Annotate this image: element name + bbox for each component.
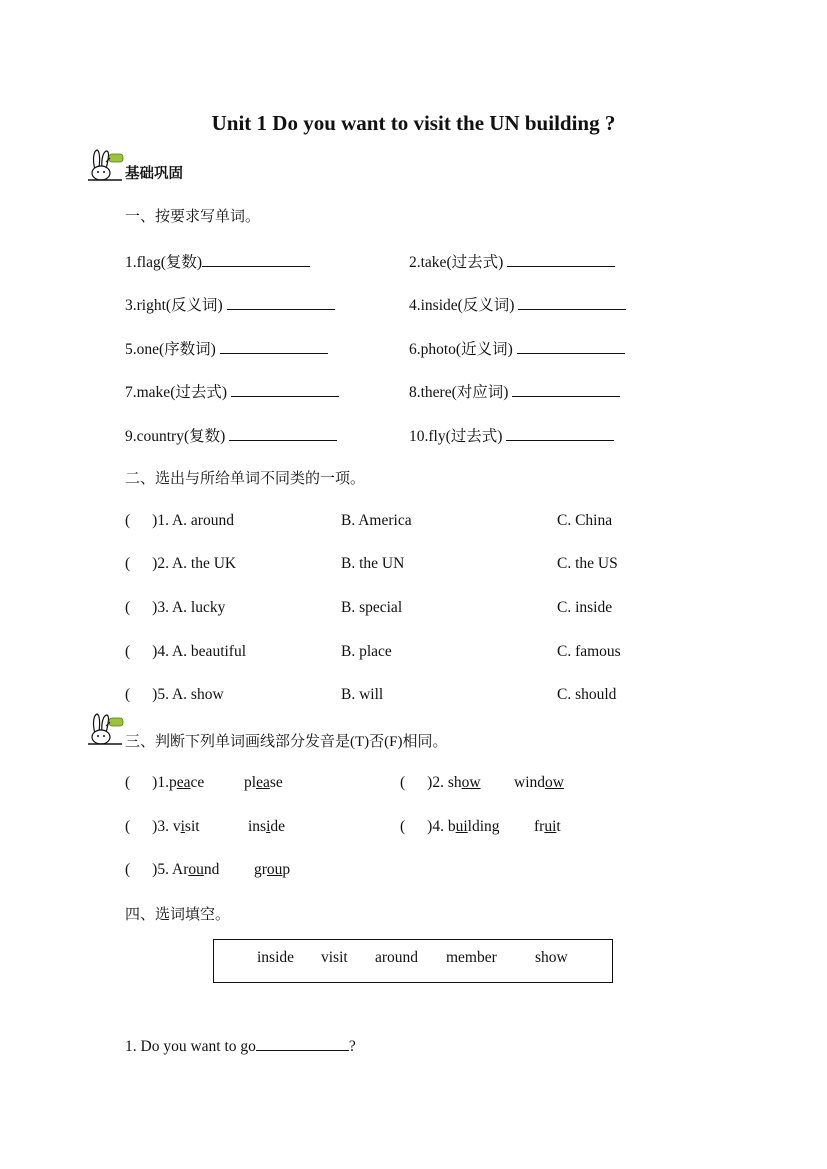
part2-row-1-paren: ( )1. A. around — [125, 512, 234, 529]
part3-q1-word2: please — [244, 774, 283, 791]
part2-row-3-paren: ( )3. A. lucky — [125, 599, 226, 616]
part1-item-7: 7.make(过去式) — [125, 380, 339, 402]
part1-heading: 一、按要求写单词。 — [125, 209, 261, 225]
part3-q5: ( )5. Around — [125, 861, 220, 878]
part1-item-6: 6.photo(近义词) — [409, 337, 625, 359]
word-bank-box — [213, 939, 613, 983]
word-bank-item: inside — [257, 949, 295, 966]
part2-row-5-c: C. should — [557, 686, 617, 703]
part3-q3-word2: inside — [248, 818, 286, 835]
part1-item-2: 2.take(过去式) — [409, 250, 615, 272]
part2-row-5-paren: ( )5. A. show — [125, 686, 224, 703]
word-bank-item: around — [375, 949, 419, 966]
part2-row-5-b: B. will — [341, 686, 384, 703]
part3-q2: ( )2. show — [400, 774, 481, 791]
part1-item-8: 8.there(对应词) — [409, 380, 620, 402]
part3-q5-word2: group — [254, 861, 291, 878]
part3-heading: 三、判断下列单词画线部分发音是(T)否(F)相同。 — [125, 734, 448, 750]
word-bank-item: member — [446, 949, 497, 966]
part3-q2-word2: window — [514, 774, 564, 791]
part2-row-1-b: B. America — [341, 512, 412, 529]
word-bank-item: visit — [321, 949, 348, 966]
bunny-icon — [86, 712, 126, 746]
part1-item-5: 5.one(序数词) — [125, 337, 328, 359]
part3-q4: ( )4. building — [400, 818, 500, 835]
part3-q3: ( )3. visit — [125, 818, 200, 835]
part2-row-4-paren: ( )4. A. beautiful — [125, 643, 247, 660]
part1-item-9: 9.country(复数) — [125, 424, 337, 446]
part1-item-4: 4.inside(反义词) — [409, 293, 626, 315]
part2-row-2-b: B. the UN — [341, 555, 405, 572]
part1-item-10: 10.fly(过去式) — [409, 424, 614, 446]
part2-row-2-paren: ( )2. A. the UK — [125, 555, 237, 572]
part2-row-3-c: C. inside — [557, 599, 613, 616]
part3-q4-word2: fruit — [534, 818, 561, 835]
section-basic-title: 基础巩固 — [125, 166, 183, 182]
part3-q1: ( )1.peace — [125, 774, 205, 791]
part2-heading: 二、选出与所给单词不同类的一项。 — [125, 471, 366, 487]
part2-row-2-c: C. the US — [557, 555, 618, 572]
word-bank-item: show — [535, 949, 568, 966]
part2-row-1-c: C. China — [557, 512, 613, 529]
part2-row-4-b: B. place — [341, 643, 392, 660]
part4-q1: 1. Do you want to go ? — [125, 1038, 356, 1055]
part2-row-4-c: C. famous — [557, 643, 621, 660]
part2-row-3-b: B. special — [341, 599, 403, 616]
part4-heading: 四、选词填空。 — [125, 907, 231, 923]
part1-item-3: 3.right(反义词) — [125, 293, 335, 315]
part1-item-1: 1.flag(复数) — [125, 250, 310, 272]
bunny-icon — [86, 148, 126, 182]
page-title: Unit 1 Do you want to visit the UN building ? — [211, 111, 616, 135]
